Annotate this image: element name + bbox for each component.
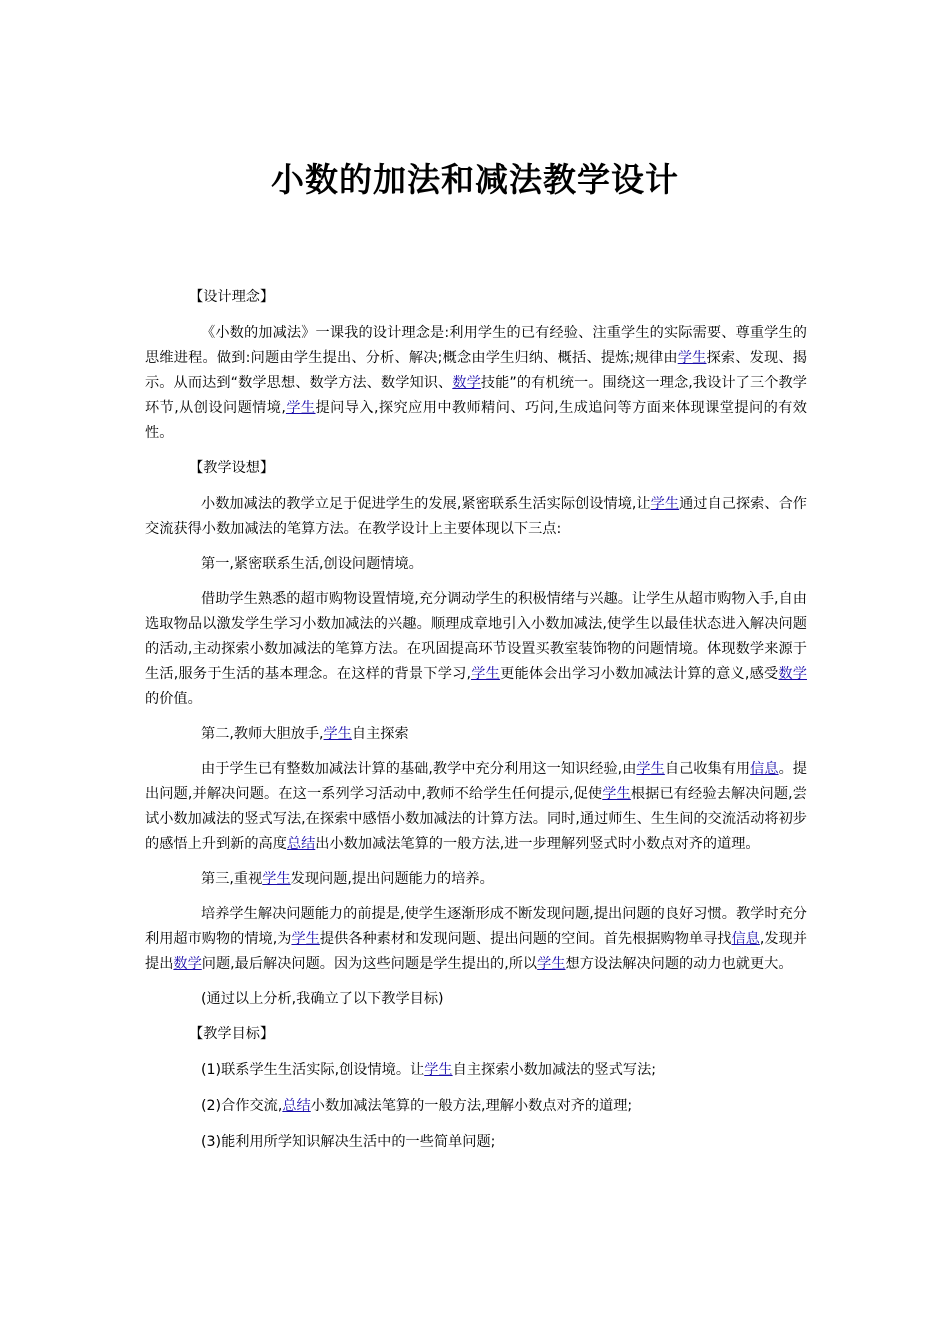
goal-item-2: [145, 1094, 807, 1119]
link-summary[interactable]: 总结: [286, 836, 316, 852]
link-math[interactable]: 数学: [173, 956, 202, 972]
text-run: 发现问题,提出问题能力的培养。: [290, 871, 494, 887]
text-run: 第二,教师大胆放手,: [201, 726, 324, 742]
section-heading-design-concept: 【设计理念】: [189, 289, 275, 305]
link-summary[interactable]: 总结: [282, 1098, 311, 1114]
link-student[interactable]: 学生: [285, 400, 316, 416]
link-information[interactable]: 信息: [731, 931, 760, 947]
link-math[interactable]: 数学: [452, 375, 481, 391]
text-run: 更能体会出学习小数加减法计算的意义,感受: [500, 666, 779, 682]
text-run: 借助学生熟悉的超市购物设置情境,充分调动学生的积极情绪与兴趣。让学生从超市购物入手,自由选取物品以激发学生学习小数加减法的兴趣。顺理成章地引入小数加减法,使学生以最佳状态进入解决问题的活动,主动探索小数加减法的笔算方法。在巩固提高环节设置买教室装饰物的问题情境。体现数学来源于生活,服务于生活的基本理念。在这样的背景下学习,: [145, 591, 807, 682]
text-run: ,发现并提出: [145, 931, 807, 972]
paragraph-point-three: [145, 867, 807, 892]
paragraph-design-concept: [145, 321, 807, 446]
text-run: 由于学生已有整数加减法计算的基础,教学中充分利用这一知识经验,由: [201, 761, 637, 777]
document-title: 小数的加法和减法教学设计: [271, 160, 679, 199]
section-heading-teaching-goals: 【教学目标】: [189, 1026, 275, 1042]
text-run: 的价值。: [145, 691, 202, 707]
goal-item-3: (3)能利用所学知识解决生活中的一些简单问题;: [201, 1134, 496, 1150]
link-student[interactable]: 学生: [636, 761, 665, 777]
paragraph-analysis-note: (通过以上分析,我确立了以下教学目标): [201, 991, 444, 1007]
text-run: 提问导入,探究应用中教师精问、巧问,生成追问等方面来体现课堂提问的有效性。: [145, 400, 807, 441]
text-run: 想方设法解决问题的动力也就更大。: [565, 956, 793, 972]
link-student[interactable]: 学生: [424, 1062, 453, 1078]
link-student[interactable]: 学生: [650, 496, 680, 512]
paragraph-point-one: 第一,紧密联系生活,创设问题情境。: [201, 556, 423, 572]
text-run: 根据已有经验去解决问题,尝试小数加减法的竖式写法,在探索中感悟小数加减法的计算方法。同时,通过师生、生生间的交流活动将初步的感悟上升到新的高度: [145, 786, 807, 852]
text-run: 通过自己探索、合作交流获得小数加减法的笔算方法。在教学设计上主要体现以下三点:: [145, 496, 807, 537]
text-run: (1)联系学生生活实际,创设情境。让: [201, 1062, 425, 1078]
text-run: 自己收集有用: [664, 761, 751, 777]
link-information[interactable]: 信息: [750, 761, 779, 777]
text-run: (2)合作交流,: [201, 1098, 283, 1114]
text-run: 自主探索小数加减法的竖式写法;: [452, 1062, 657, 1078]
text-run: 问题,最后解决问题。因为这些问题是学生提出的,所以: [201, 956, 538, 972]
paragraph-point-one-detail: [145, 587, 807, 712]
text-run: 自主探索: [351, 726, 409, 742]
link-student[interactable]: 学生: [471, 666, 501, 682]
text-run: 。提出问题,并解决问题。在这一系列学习活动中,教师不给学生任何提示,促使: [145, 761, 807, 802]
document-body: [145, 285, 807, 1166]
text-run: 第三,重视: [201, 871, 263, 887]
link-student[interactable]: 学生: [262, 871, 291, 887]
link-student[interactable]: 学生: [677, 350, 707, 366]
text-run: 小数加减法笔算的一般方法,理解小数点对齐的道理;: [310, 1098, 633, 1114]
goal-item-1: [145, 1058, 807, 1083]
link-student[interactable]: 学生: [602, 786, 631, 802]
text-run: 技能”的有机统一。围绕这一理念,我设计了三个教学环节,从创设问题情境,: [145, 375, 807, 416]
link-student[interactable]: 学生: [291, 931, 320, 947]
text-run: 探索、发现、揭示。从而达到“数学思想、数学方法、数学知识、: [145, 350, 807, 391]
section-heading-teaching-idea: 【教学设想】: [189, 460, 275, 476]
paragraph-teaching-idea: [145, 492, 807, 542]
link-math[interactable]: 数学: [778, 666, 807, 682]
text-run: 出小数加减法笔算的一般方法,进一步理解列竖式时小数点对齐的道理。: [315, 836, 760, 852]
text-run: 培养学生解决问题能力的前提是,使学生逐渐形成不断发现问题,提出问题的良好习惯。教学时充分利用超市购物的情境,为: [145, 906, 807, 947]
paragraph-point-two: [145, 722, 807, 747]
paragraph-point-two-detail: [145, 757, 807, 857]
link-student[interactable]: 学生: [537, 956, 566, 972]
link-student[interactable]: 学生: [323, 726, 352, 742]
text-run: 提供各种素材和发现问题、提出问题的空间。首先根据购物单寻找: [319, 931, 732, 947]
text-run: 《小数的加减法》一课我的设计理念是:利用学生的已有经验、注重学生的实际需要、尊重学生的思维进程。做到:问题由学生提出、分析、解决;概念由学生归纳、概括、提炼;规律由: [145, 325, 807, 366]
text-run: 小数加减法的教学立足于促进学生的发展,紧密联系生活实际创设情境,让: [201, 496, 651, 512]
paragraph-point-three-detail: [145, 902, 807, 977]
